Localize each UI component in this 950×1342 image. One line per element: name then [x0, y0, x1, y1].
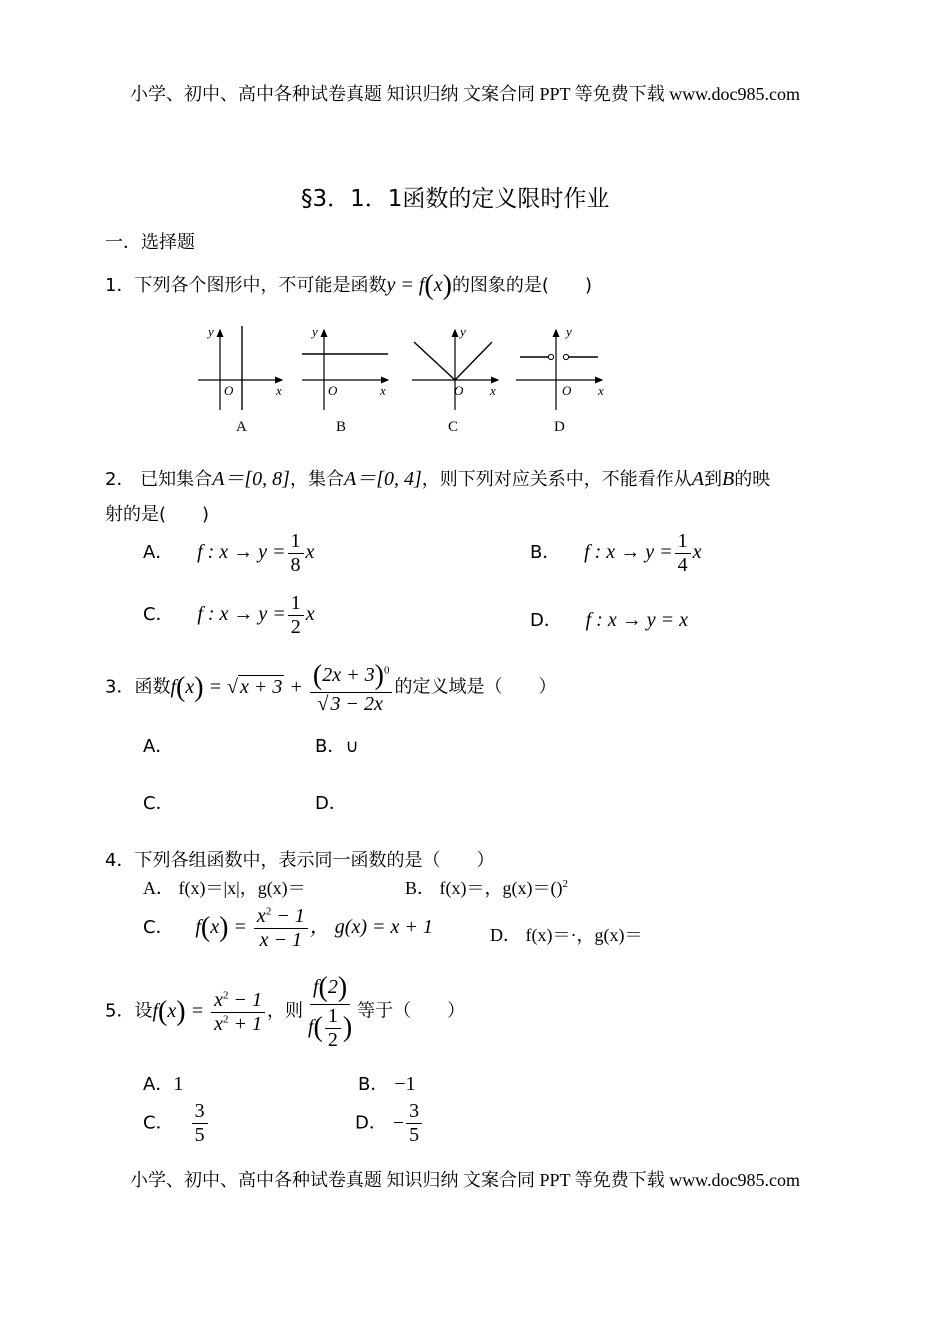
q5-option-a-label: A．	[143, 1074, 174, 1095]
q2-option-a-num: 1	[288, 530, 304, 554]
q1-stem-after: 的图象的是( )	[451, 275, 592, 296]
q4-option-c-g: ， g(x) = x + 1	[309, 916, 433, 939]
graph-c	[412, 324, 498, 410]
q5-stem-mid: ，则	[266, 1000, 303, 1022]
graph-c-y-label: y	[460, 324, 466, 339]
graph-b-label: B	[336, 419, 347, 435]
q4-option-b	[405, 874, 568, 900]
q5-option-d	[355, 1100, 424, 1147]
graph-b-x-label: x	[380, 383, 386, 398]
q3-option-d	[315, 789, 347, 815]
graph-a-label: A	[236, 419, 247, 435]
graph-a	[198, 324, 282, 410]
q2-stem-part4: 到	[704, 469, 722, 490]
graph-d-y-label: y	[566, 324, 572, 339]
q1-stem-before: 1．下列各个图形中，不可能是函数	[105, 275, 387, 296]
graph-a-origin: O	[224, 383, 234, 398]
q5-ratio-expr: f(2) f( $\frac{1}{2}$ )	[307, 972, 353, 1052]
q5-option-a	[143, 1070, 183, 1096]
graph-a-y-label: y	[208, 324, 214, 339]
q3-option-c-label: C．	[143, 793, 174, 814]
graph-d-x-label: x	[598, 383, 604, 398]
question-2-stem-line2: 射的是( )	[105, 504, 210, 525]
graph-c-origin: O	[454, 383, 464, 398]
q2-set-a: A＝[0, 8]	[212, 468, 290, 490]
q5-option-a-value: 1	[173, 1073, 184, 1095]
graph-d	[516, 324, 604, 410]
q2-option-a-x: x	[305, 541, 315, 564]
graph-a-x-label: x	[276, 383, 282, 398]
q2-option-c-num: 1	[288, 592, 304, 616]
q4-option-d: D． f(x)＝·，g(x)＝	[490, 925, 643, 945]
q2-option-b-x: x	[692, 541, 702, 564]
q5-option-c-den: 5	[194, 1124, 205, 1146]
q2-option-b-label: B．	[530, 542, 561, 564]
graph-b-y-label: y	[312, 324, 318, 339]
q2-option-a-label: A．	[143, 542, 174, 564]
question-5-stem	[105, 972, 465, 1052]
footer-banner: 小学、初中、高中各种试卷真题 知识归纳 文案合同 PPT 等免费下载 www.doc985.com	[130, 1170, 800, 1190]
q5-option-c	[143, 1100, 210, 1147]
graph-b	[302, 324, 388, 410]
q4-option-c-label: C．	[143, 917, 174, 939]
q2-option-a-prefix: f : x → y =	[197, 541, 286, 564]
q2-stem-part5: 的映	[734, 469, 771, 490]
q5-option-c-label: C．	[143, 1112, 174, 1134]
q2-option-d	[530, 606, 688, 632]
q1-function-expr: y = f(x)	[386, 270, 452, 301]
q3-option-b-label: B．	[315, 736, 346, 757]
q2-option-b-den: 4	[677, 554, 688, 576]
page-title: §3．1．1函数的定义限时作业	[301, 186, 610, 212]
section-heading: 一．选择题	[105, 232, 195, 253]
q5-option-b	[358, 1070, 416, 1096]
q2-option-d-expr: f : x → y = x	[585, 609, 688, 631]
q2-option-c-den: 2	[290, 616, 301, 638]
q3-option-a-label: A．	[143, 736, 174, 757]
q2-var-b: B	[722, 468, 735, 490]
q2-stem-part1: 2． 已知集合	[105, 469, 213, 490]
q4-option-b-text: B． f(x)＝，g(x)＝()	[405, 878, 563, 898]
q3-option-d-label: D．	[315, 793, 347, 814]
q3-option-b-value: ∪	[345, 736, 359, 757]
q2-option-b-num: 1	[675, 530, 691, 554]
q2-option-c-x: x	[305, 603, 315, 626]
q5-stem-before: 5．设	[105, 1000, 153, 1022]
q3-function-expr: f(x) = √ x + 3 + $\frac{(2x + 3)^0}{√ 3 - 2x}$	[170, 676, 394, 698]
graph-c-x-label: x	[490, 383, 496, 398]
q5-option-b-value: −1	[394, 1073, 416, 1095]
q5-option-c-num: 3	[192, 1100, 208, 1124]
q2-set-b: A＝[0, 4]	[343, 468, 422, 490]
graph-b-origin: O	[328, 383, 338, 398]
q2-stem-part2: ，集合	[289, 469, 344, 490]
q2-option-c-prefix: f : x → y =	[197, 603, 286, 626]
header-banner: 小学、初中、高中各种试卷真题 知识归纳 文案合同 PPT 等免费下载 www.doc985.com	[130, 84, 800, 104]
q2-option-a	[143, 530, 314, 577]
q2-option-b-prefix: f : x → y =	[584, 541, 673, 564]
question-3-stem	[105, 660, 556, 716]
q2-option-d-label: D．	[530, 610, 562, 631]
q3-option-b	[315, 732, 359, 758]
q4-option-a: A． f(x)＝|x|，g(x)＝	[143, 878, 306, 898]
graph-d-origin: O	[562, 383, 572, 398]
q4-option-c: C． f(x) = $\frac{x^2 - 1}{x - 1}$ ， g(x) = x + 1	[143, 905, 433, 951]
q2-stem-part3: ，则下列对应关系中，不能看作从	[421, 469, 692, 490]
q2-var-a: A	[691, 468, 704, 490]
q1-graphs	[190, 318, 620, 438]
q3-option-a	[143, 732, 173, 758]
graph-c-label: C	[448, 419, 459, 435]
q3-stem-after: 的定义域是（ ）	[394, 676, 557, 698]
question-4-stem: 4．下列各组函数中，表示同一函数的是（ ）	[105, 850, 495, 871]
q5-function-expr: f(x) = $\frac{x^2 - 1}{x^2 + 1}$	[152, 1000, 267, 1022]
q5-option-d-num: 3	[406, 1100, 422, 1124]
question-2-stem	[105, 462, 770, 491]
q3-stem-before: 3．函数	[105, 676, 171, 698]
q5-stem-after: 等于（ ）	[357, 1000, 466, 1022]
question-1-stem	[105, 270, 592, 302]
q5-option-d-sign: −	[392, 1111, 405, 1134]
q5-option-d-den: 5	[409, 1124, 420, 1146]
q2-option-a-den: 8	[290, 554, 301, 576]
q2-option-c-label: C．	[143, 604, 174, 626]
q2-option-b	[530, 530, 701, 577]
q5-option-b-label: B．	[358, 1074, 389, 1095]
graph-d-label: D	[554, 419, 565, 435]
q3-option-c	[143, 789, 174, 815]
q4-option-b-sup: 2	[562, 878, 568, 890]
q2-option-c	[143, 592, 315, 639]
q5-option-d-label: D．	[355, 1112, 387, 1134]
